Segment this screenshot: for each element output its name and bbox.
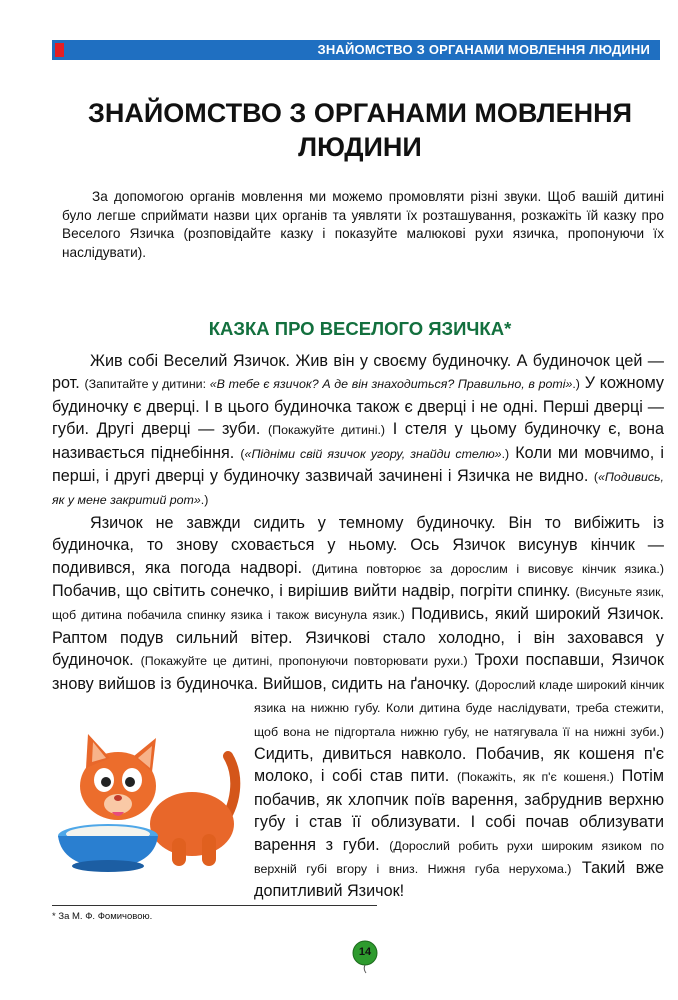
story-text: Такий вже допитливий Язичок! <box>254 858 664 901</box>
header-title: ЗНАЙОМСТВО З ОРГАНАМИ МОВЛЕННЯ ЛЮДИНИ <box>317 42 650 57</box>
story-text: І стеля у цьому будиночку є, вона називається піднебіння. <box>52 420 664 462</box>
page-title-line-1: ЗНАЙОМСТВО З ОРГАНАМИ МОВЛЕННЯ <box>87 98 633 128</box>
story-note: (Покажуйте це дитині, пропонуючи повторювати рухи.) <box>140 654 468 669</box>
page-number-value: 14 <box>358 946 372 958</box>
story-note: (Дорослий робить рухи широким язиком по верхній губі вгору і вниз. Нижня губа нерухома.) <box>254 838 664 876</box>
story-note: (Покажуйте дитині.) <box>268 423 386 438</box>
page-number <box>351 940 379 974</box>
note-text: ( <box>593 470 598 485</box>
page-title-line-2: ЛЮДИНИ <box>298 132 422 162</box>
story-note: (Дорослий кладе широкий кінчик язика на нижню губу. Коли дитина буде наслідувати, треба стежити, щоб вона не підгортала нижню губу, не натягувала її на нижні зуби.) <box>254 677 664 739</box>
note-text: .) <box>501 446 510 461</box>
page-title <box>40 96 678 164</box>
note-text: .) <box>572 377 580 392</box>
story-text: Побачив, що світить сонечко, і вирішив вийти надвір, погріти спинку. <box>52 582 576 601</box>
story-text: Жив собі Веселий Язичок. Жив він у своєму будиночку. А будиночок цей — рот. <box>52 352 664 393</box>
note-quote: «Підніми свій язичок угору, знайди стелю» <box>244 446 502 461</box>
note-quote: «В тебе є язичок? А де він знаходиться? Правильно, в роті» <box>209 377 573 392</box>
story-text: Коли ми мовчимо, і перші, і другі дверці у будиночку зазвичай зачинені і Язичка не видно. <box>52 443 665 486</box>
story-note: (Дитина повторює за дорослим і висовує кінчик язика.) <box>311 561 665 576</box>
note-quote: «Подивись, як у мене закритий рот» <box>52 470 664 508</box>
story-note <box>240 447 509 461</box>
story-text: Трохи поспавши, Язичок знову вийшов із будиночка. Вийшов, сидить на ґаночку. <box>52 651 665 693</box>
footnote-divider <box>52 905 377 906</box>
story-text: Потім побачив, як хлопчик поїв варення, забруднив верхню губу і став її облизувати. І собі почав облизувати варення з губи. <box>254 767 665 854</box>
header-bar <box>52 40 660 60</box>
story-text: Подивись, який широкий Язичок. Раптом подув сильний вітер. Язичкові стало холодно, і він заховався у будиночок. <box>52 605 665 670</box>
story-note: (Покажіть, як п'є кошеня.) <box>456 770 614 785</box>
intro-paragraph <box>62 188 664 262</box>
kitten-icon <box>52 716 252 886</box>
story-note <box>85 377 580 391</box>
story-text: У кожному будиночку є дверці. І в цього будиночка також є дверці і не одні. Перші дверці — губи. Другі дверці — зуби. <box>52 374 665 439</box>
story-note: (Висуньте язик, щоб дитина побачила спинку язика і також висунула язик.) <box>52 585 664 623</box>
story-paragraph-1 <box>52 350 664 512</box>
note-text: .) <box>200 493 209 508</box>
story-text: Сидить, дивиться навколо. Побачив, як кошеня п'є молоко, і собі став пити. <box>254 744 664 786</box>
intro-text: За допомогою органів мовлення ми можемо промовляти різні звуки. Щоб вашій дитині було легше сприймати назви цих органів та уявляти їх розташування, розкажіть їй казку про Веселого Язичка (розповідайте казку і показуйте малюкові рухи язичка, пропонуючи їх наслідувати). <box>62 189 664 260</box>
note-text: (Запитайте у дитини: <box>84 377 210 392</box>
kitten-drinking-milk-illustration <box>52 716 252 886</box>
story-text: Язичок не завжди сидить у темному будиночку. Він то вибіжить із будиночка, то знову сховається у ньому. Ось Язичок висунув кінчик — подивився, яка погода надворі. <box>52 513 664 577</box>
story-title: КАЗКА ПРО ВЕСЕЛОГО ЯЗИЧКА* <box>208 318 512 339</box>
note-text: ( <box>240 446 245 461</box>
footnote: * За М. Ф. Фомичовою. <box>52 911 153 922</box>
header-marker <box>55 43 64 57</box>
